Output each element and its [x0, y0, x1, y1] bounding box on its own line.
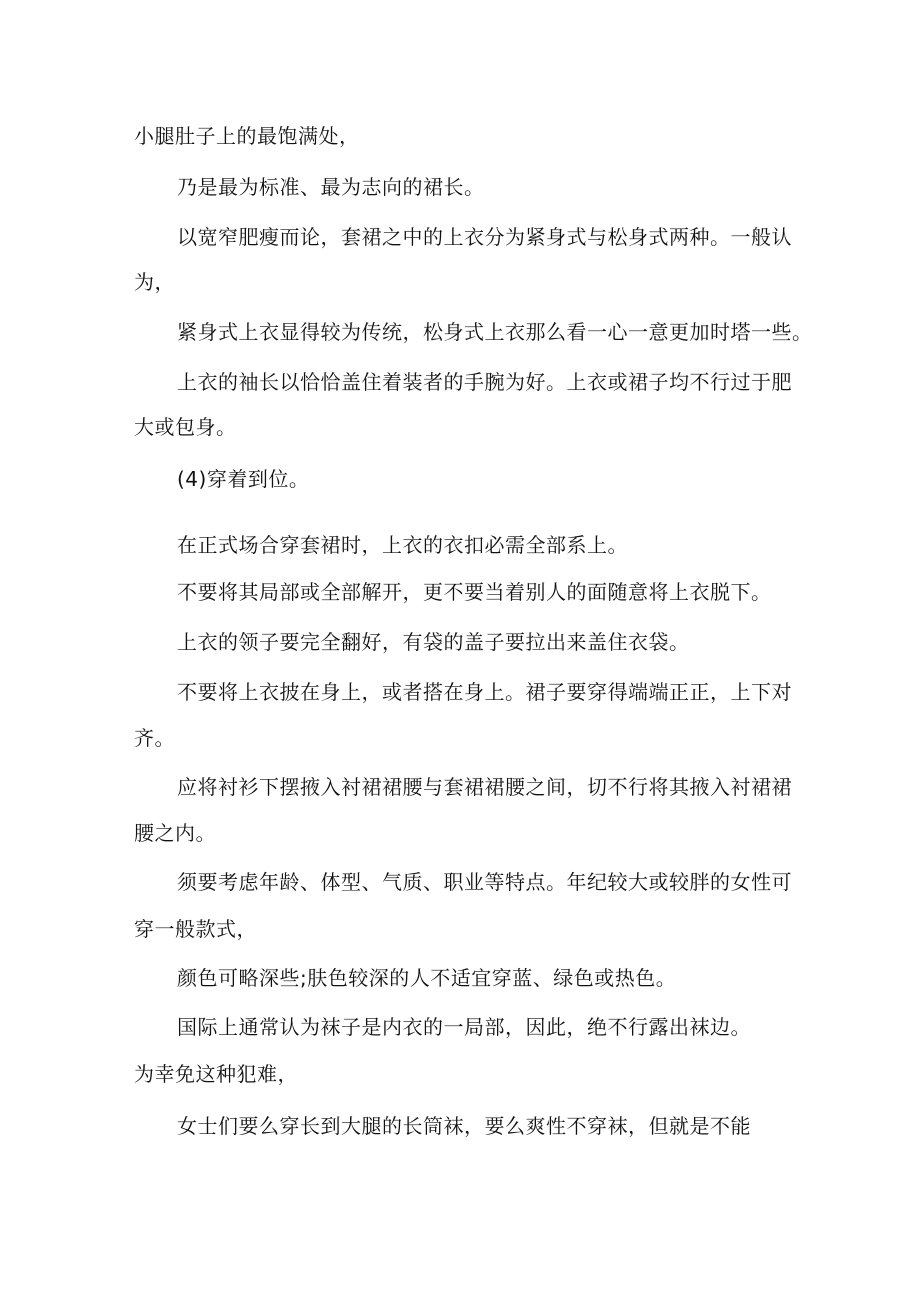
text-line: 小腿肚子上的最饱满处，: [134, 124, 360, 148]
text-line: 女士们要么穿长到大腿的长筒袜，要么爽性不穿袜，但就是不能: [177, 1114, 751, 1138]
text-line: 上衣的领子要完全翻好，有袋的盖子要拉出来盖住衣袋。: [177, 630, 690, 654]
text-line: 为幸免这种犯难，: [134, 1062, 298, 1086]
text-line: 不要将上衣披在身上，或者搭在身上。裙子要穿得端端正正，上下对: [177, 680, 792, 704]
text-line: 上衣的袖长以恰恰盖住着装者的手腕为好。上衣或裙子均不行过于肥: [177, 370, 792, 394]
text-line: 腰之内。: [134, 821, 216, 845]
text-line: 以宽窄肥瘦而论，套裙之中的上衣分为紧身式与松身式两种。一般认: [177, 225, 792, 249]
text-line: 国际上通常认为袜子是内衣的一局部，因此，绝不行露出袜边。: [177, 1015, 751, 1039]
text-line: 在正式场合穿套裙时，上衣的衣扣必需全部系上。: [177, 533, 628, 557]
text-line: 为，: [134, 270, 175, 294]
text-line: 不要将其局部或全部解开，更不要当着别人的面随意将上衣脱下。: [177, 580, 772, 604]
text-line: 应将衬衫下摆掖入衬裙裙腰与套裙裙腰之间，切不行将其掖入衬裙裙: [177, 775, 792, 799]
text-line: 紧身式上衣显得较为传统，松身式上衣那么看一心一意更加时塔一些。: [177, 320, 813, 344]
text-line: 须要考虑年龄、体型、气质、职业等特点。年纪较大或较胖的女性可: [177, 870, 792, 894]
text-line: 齐。: [134, 726, 175, 750]
text-line: 穿一般款式，: [134, 917, 257, 941]
section-heading: (4)穿着到位。: [177, 467, 310, 491]
text-line: 颜色可略深些;肤色较深的人不适宜穿蓝、绿色或热色。: [177, 966, 677, 990]
text-line: 大或包身。: [134, 415, 237, 439]
text-line: 乃是最为标准、最为志向的裙长。: [177, 175, 485, 199]
